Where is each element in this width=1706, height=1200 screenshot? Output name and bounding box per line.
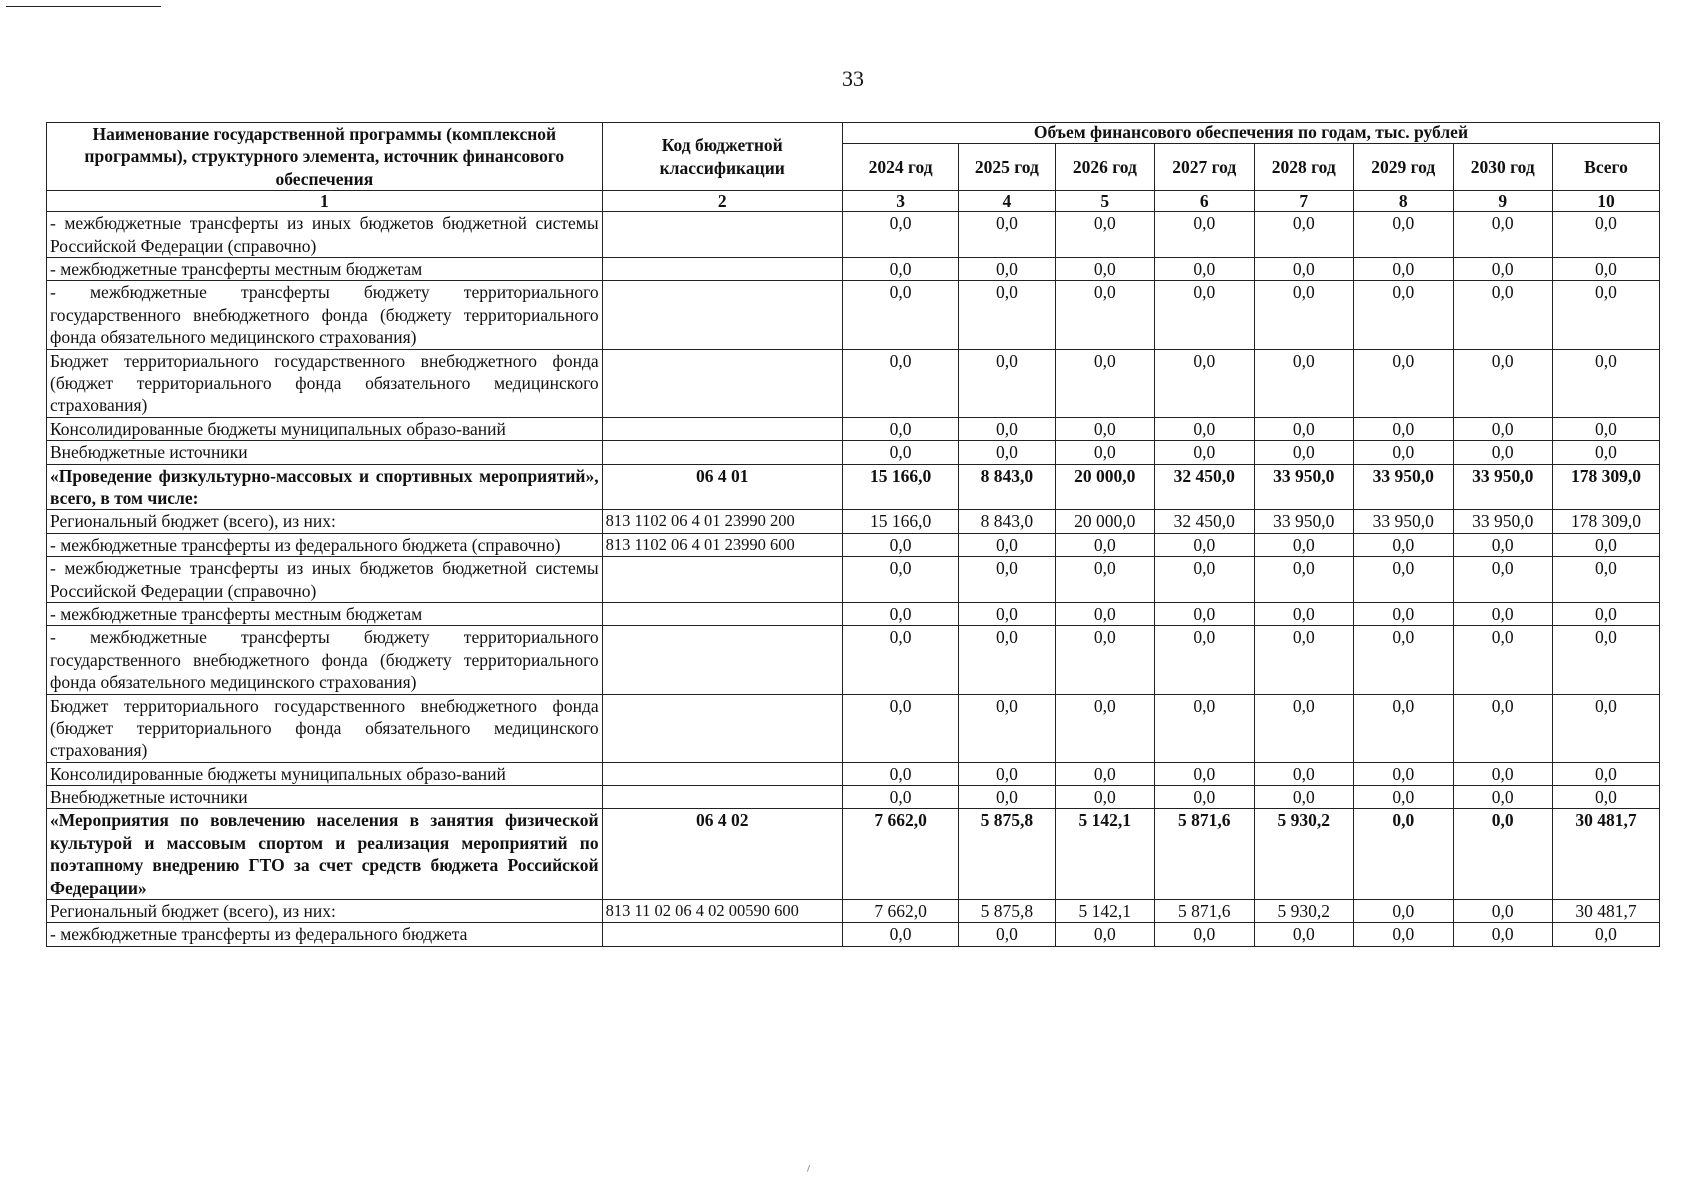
header-row-1	[47, 123, 1660, 144]
row-total: 0,0	[1552, 923, 1659, 946]
row-code	[602, 349, 842, 417]
row-code: 06 4 01	[602, 464, 842, 510]
row-value: 0,0	[1453, 809, 1552, 900]
row-value: 0,0	[842, 602, 958, 625]
row-value: 0,0	[842, 626, 958, 694]
row-value: 0,0	[842, 557, 958, 603]
table-row	[47, 349, 1660, 417]
row-value: 0,0	[1254, 923, 1353, 946]
row-value: 0,0	[959, 923, 1055, 946]
row-value: 0,0	[1254, 212, 1353, 258]
row-name: - межбюджетные трансферты бюджету территориального государственного внебюджетного фонда (бюджету территориального фонда обязательного медицинского страхования)	[47, 281, 603, 349]
row-value: 0,0	[1453, 626, 1552, 694]
row-value: 0,0	[1055, 349, 1154, 417]
row-value: 0,0	[1453, 281, 1552, 349]
row-total: 0,0	[1552, 557, 1659, 603]
row-total: 178 309,0	[1552, 464, 1659, 510]
row-value: 0,0	[1354, 694, 1453, 762]
row-value: 0,0	[1155, 694, 1254, 762]
row-value: 33 950,0	[1254, 510, 1353, 533]
row-value: 0,0	[1254, 258, 1353, 281]
row-value: 0,0	[1354, 762, 1453, 785]
row-value: 0,0	[1055, 694, 1154, 762]
row-total: 0,0	[1552, 694, 1659, 762]
table-row	[47, 694, 1660, 762]
header-year-2029: 2029 год	[1354, 144, 1453, 191]
row-code	[602, 626, 842, 694]
row-value: 0,0	[959, 281, 1055, 349]
column-number-row	[47, 191, 1660, 212]
row-value: 33 950,0	[1453, 464, 1552, 510]
header-volume: Объем финансового обеспечения по годам, тыс. рублей	[842, 123, 1659, 144]
row-value: 0,0	[1254, 349, 1353, 417]
header-year-2030: 2030 год	[1453, 144, 1552, 191]
row-total: 0,0	[1552, 441, 1659, 464]
row-value: 0,0	[959, 762, 1055, 785]
row-value: 5 142,1	[1055, 900, 1154, 923]
row-name: - межбюджетные трансферты местным бюджетам	[47, 602, 603, 625]
row-value: 0,0	[1055, 281, 1154, 349]
row-code	[602, 557, 842, 603]
row-value: 0,0	[1254, 762, 1353, 785]
row-value: 0,0	[1354, 923, 1453, 946]
row-value: 0,0	[842, 441, 958, 464]
row-name: - межбюджетные трансферты бюджету территориального государственного внебюджетного фонда (бюджету территориального фонда обязательного медицинского страхования)	[47, 626, 603, 694]
row-name: Региональный бюджет (всего), из них:	[47, 510, 603, 533]
row-value: 0,0	[959, 602, 1055, 625]
row-value: 33 950,0	[1354, 510, 1453, 533]
row-value: 20 000,0	[1055, 510, 1154, 533]
row-total: 0,0	[1552, 602, 1659, 625]
header-year-2024: 2024 год	[842, 144, 958, 191]
table-row	[47, 510, 1660, 533]
header-name: Наименование государственной программы (комплексной программы), структурного элемента, источник финансового обеспечения	[47, 123, 603, 191]
row-value: 0,0	[1055, 626, 1154, 694]
row-name: Бюджет территориального государственного внебюджетного фонда (бюджет территориального фонда обязательного медицинского страхования)	[47, 349, 603, 417]
row-value: 5 875,8	[959, 900, 1055, 923]
row-value: 15 166,0	[842, 510, 958, 533]
row-name: Консолидированные бюджеты муниципальных образо-ваний	[47, 417, 603, 440]
row-name: «Мероприятия по вовлечению населения в занятия физической культурой и массовым спортом и реализация мероприятий по поэтапному внедрению ГТО за счет средств бюджета Российской Федерации»	[47, 809, 603, 900]
row-code: 813 1102 06 4 01 23990 200	[602, 510, 842, 533]
row-code: 813 11 02 06 4 02 00590 600	[602, 900, 842, 923]
row-total: 0,0	[1552, 786, 1659, 809]
table-row	[47, 762, 1660, 785]
row-value: 0,0	[959, 533, 1055, 556]
row-value: 0,0	[1055, 533, 1154, 556]
row-code: 813 1102 06 4 01 23990 600	[602, 533, 842, 556]
row-value: 0,0	[1155, 349, 1254, 417]
row-value: 32 450,0	[1155, 510, 1254, 533]
table-row	[47, 281, 1660, 349]
row-total: 0,0	[1552, 281, 1659, 349]
row-value: 0,0	[1055, 923, 1154, 946]
row-value: 0,0	[1254, 694, 1353, 762]
row-value: 33 950,0	[1354, 464, 1453, 510]
row-value: 0,0	[1055, 786, 1154, 809]
row-code	[602, 762, 842, 785]
row-name: «Проведение физкультурно-массовых и спортивных мероприятий», всего, в том числе:	[47, 464, 603, 510]
header-total: Всего	[1552, 144, 1659, 191]
table-row	[47, 557, 1660, 603]
row-value: 0,0	[842, 281, 958, 349]
row-value: 0,0	[1254, 602, 1353, 625]
budget-table	[46, 122, 1660, 947]
row-value: 0,0	[842, 786, 958, 809]
header-year-2027: 2027 год	[1155, 144, 1254, 191]
row-value: 32 450,0	[1155, 464, 1254, 510]
row-value: 0,0	[1354, 557, 1453, 603]
column-number: 8	[1354, 191, 1453, 212]
row-value: 0,0	[1453, 417, 1552, 440]
scan-mark	[807, 1165, 811, 1172]
row-value: 0,0	[1354, 281, 1453, 349]
row-value: 0,0	[959, 626, 1055, 694]
row-value: 8 843,0	[959, 464, 1055, 510]
row-value: 0,0	[1354, 809, 1453, 900]
row-value: 0,0	[1453, 533, 1552, 556]
row-value: 0,0	[1453, 557, 1552, 603]
row-total: 0,0	[1552, 762, 1659, 785]
row-value: 0,0	[1354, 441, 1453, 464]
row-value: 0,0	[1453, 441, 1552, 464]
row-value: 5 871,6	[1155, 900, 1254, 923]
column-number: 1	[47, 191, 603, 212]
column-number: 5	[1055, 191, 1154, 212]
row-value: 0,0	[1055, 602, 1154, 625]
row-value: 0,0	[842, 212, 958, 258]
table-row	[47, 441, 1660, 464]
row-value: 0,0	[1254, 441, 1353, 464]
row-value: 0,0	[842, 417, 958, 440]
row-value: 0,0	[959, 786, 1055, 809]
table-row	[47, 786, 1660, 809]
row-code	[602, 694, 842, 762]
row-value: 0,0	[1055, 441, 1154, 464]
row-value: 0,0	[1354, 786, 1453, 809]
row-value: 0,0	[1155, 441, 1254, 464]
row-value: 0,0	[1055, 258, 1154, 281]
row-value: 0,0	[1055, 762, 1154, 785]
row-code	[602, 786, 842, 809]
row-value: 0,0	[1453, 762, 1552, 785]
row-code	[602, 258, 842, 281]
table-row	[47, 533, 1660, 556]
column-number: 10	[1552, 191, 1659, 212]
page-number: 33	[842, 66, 864, 91]
row-value: 33 950,0	[1254, 464, 1353, 510]
row-code	[602, 923, 842, 946]
row-value: 0,0	[959, 417, 1055, 440]
row-value: 0,0	[842, 258, 958, 281]
row-value: 5 930,2	[1254, 900, 1353, 923]
row-value: 0,0	[1354, 602, 1453, 625]
row-value: 5 875,8	[959, 809, 1055, 900]
row-name: Консолидированные бюджеты муниципальных образо-ваний	[47, 762, 603, 785]
row-code	[602, 602, 842, 625]
row-value: 0,0	[1254, 417, 1353, 440]
row-total: 0,0	[1552, 212, 1659, 258]
row-value: 0,0	[1055, 557, 1154, 603]
row-value: 0,0	[1055, 212, 1154, 258]
row-name: - межбюджетные трансферты из иных бюджетов бюджетной системы Российской Федерации (справочно)	[47, 212, 603, 258]
row-total: 0,0	[1552, 417, 1659, 440]
table-row	[47, 417, 1660, 440]
row-value: 0,0	[1354, 626, 1453, 694]
row-value: 0,0	[959, 349, 1055, 417]
top-rule	[6, 6, 161, 7]
row-value: 7 662,0	[842, 809, 958, 900]
row-value: 0,0	[1453, 258, 1552, 281]
row-value: 0,0	[959, 258, 1055, 281]
row-value: 0,0	[1055, 417, 1154, 440]
row-value: 5 930,2	[1254, 809, 1353, 900]
header-year-2026: 2026 год	[1055, 144, 1154, 191]
row-value: 0,0	[1354, 417, 1453, 440]
row-code	[602, 281, 842, 349]
row-value: 33 950,0	[1453, 510, 1552, 533]
row-value: 0,0	[1453, 786, 1552, 809]
row-value: 0,0	[842, 694, 958, 762]
row-value: 8 843,0	[959, 510, 1055, 533]
table-row	[47, 212, 1660, 258]
row-value: 0,0	[1453, 602, 1552, 625]
row-value: 0,0	[1254, 533, 1353, 556]
table-row	[47, 626, 1660, 694]
row-name: Внебюджетные источники	[47, 786, 603, 809]
row-value: 0,0	[1453, 212, 1552, 258]
table-row	[47, 258, 1660, 281]
column-number: 6	[1155, 191, 1254, 212]
header-year-2025: 2025 год	[959, 144, 1055, 191]
table-row	[47, 602, 1660, 625]
column-number: 9	[1453, 191, 1552, 212]
row-value: 0,0	[959, 441, 1055, 464]
table-row	[47, 809, 1660, 900]
row-value: 0,0	[1453, 349, 1552, 417]
row-total: 0,0	[1552, 349, 1659, 417]
header-code: Код бюджетной классификации	[602, 123, 842, 191]
row-name: Внебюджетные источники	[47, 441, 603, 464]
column-number: 7	[1254, 191, 1353, 212]
row-value: 0,0	[1254, 786, 1353, 809]
column-number: 3	[842, 191, 958, 212]
header-year-2028: 2028 год	[1254, 144, 1353, 191]
row-value: 0,0	[1453, 900, 1552, 923]
row-value: 5 142,1	[1055, 809, 1154, 900]
row-value: 0,0	[1155, 923, 1254, 946]
row-total: 0,0	[1552, 533, 1659, 556]
row-total: 30 481,7	[1552, 900, 1659, 923]
row-value: 0,0	[1254, 626, 1353, 694]
row-total: 0,0	[1552, 258, 1659, 281]
row-value: 0,0	[1354, 258, 1453, 281]
row-name: - межбюджетные трансферты из федерального бюджета	[47, 923, 603, 946]
row-value: 0,0	[842, 349, 958, 417]
row-name: Региональный бюджет (всего), из них:	[47, 900, 603, 923]
row-name: - межбюджетные трансферты из иных бюджетов бюджетной системы Российской Федерации (справочно)	[47, 557, 603, 603]
row-value: 0,0	[1254, 557, 1353, 603]
row-value: 0,0	[1354, 212, 1453, 258]
row-value: 15 166,0	[842, 464, 958, 510]
row-value: 0,0	[1155, 786, 1254, 809]
row-value: 0,0	[1155, 626, 1254, 694]
row-value: 0,0	[1354, 533, 1453, 556]
table-row	[47, 923, 1660, 946]
row-value: 5 871,6	[1155, 809, 1254, 900]
row-value: 0,0	[1155, 602, 1254, 625]
row-value: 0,0	[1155, 258, 1254, 281]
table-row	[47, 464, 1660, 510]
row-value: 0,0	[959, 694, 1055, 762]
row-value: 0,0	[1354, 349, 1453, 417]
row-value: 7 662,0	[842, 900, 958, 923]
column-number: 2	[602, 191, 842, 212]
row-value: 0,0	[1155, 533, 1254, 556]
row-code	[602, 212, 842, 258]
row-name: - межбюджетные трансферты из федерального бюджета (справочно)	[47, 533, 603, 556]
row-value: 0,0	[842, 923, 958, 946]
row-value: 0,0	[1453, 923, 1552, 946]
row-value: 20 000,0	[1055, 464, 1154, 510]
row-value: 0,0	[1155, 762, 1254, 785]
row-code	[602, 417, 842, 440]
row-code: 06 4 02	[602, 809, 842, 900]
row-total: 30 481,7	[1552, 809, 1659, 900]
row-value: 0,0	[1155, 281, 1254, 349]
row-value: 0,0	[1155, 557, 1254, 603]
column-number: 4	[959, 191, 1055, 212]
row-value: 0,0	[1155, 417, 1254, 440]
row-value: 0,0	[959, 212, 1055, 258]
row-name: - межбюджетные трансферты местным бюджетам	[47, 258, 603, 281]
row-value: 0,0	[1453, 694, 1552, 762]
row-value: 0,0	[842, 762, 958, 785]
row-name: Бюджет территориального государственного внебюджетного фонда (бюджет территориального фонда обязательного медицинского страхования)	[47, 694, 603, 762]
row-value: 0,0	[842, 533, 958, 556]
row-total: 178 309,0	[1552, 510, 1659, 533]
row-value: 0,0	[1155, 212, 1254, 258]
row-code	[602, 441, 842, 464]
row-value: 0,0	[1254, 281, 1353, 349]
table-row	[47, 900, 1660, 923]
row-value: 0,0	[1354, 900, 1453, 923]
row-value: 0,0	[959, 557, 1055, 603]
row-total: 0,0	[1552, 626, 1659, 694]
